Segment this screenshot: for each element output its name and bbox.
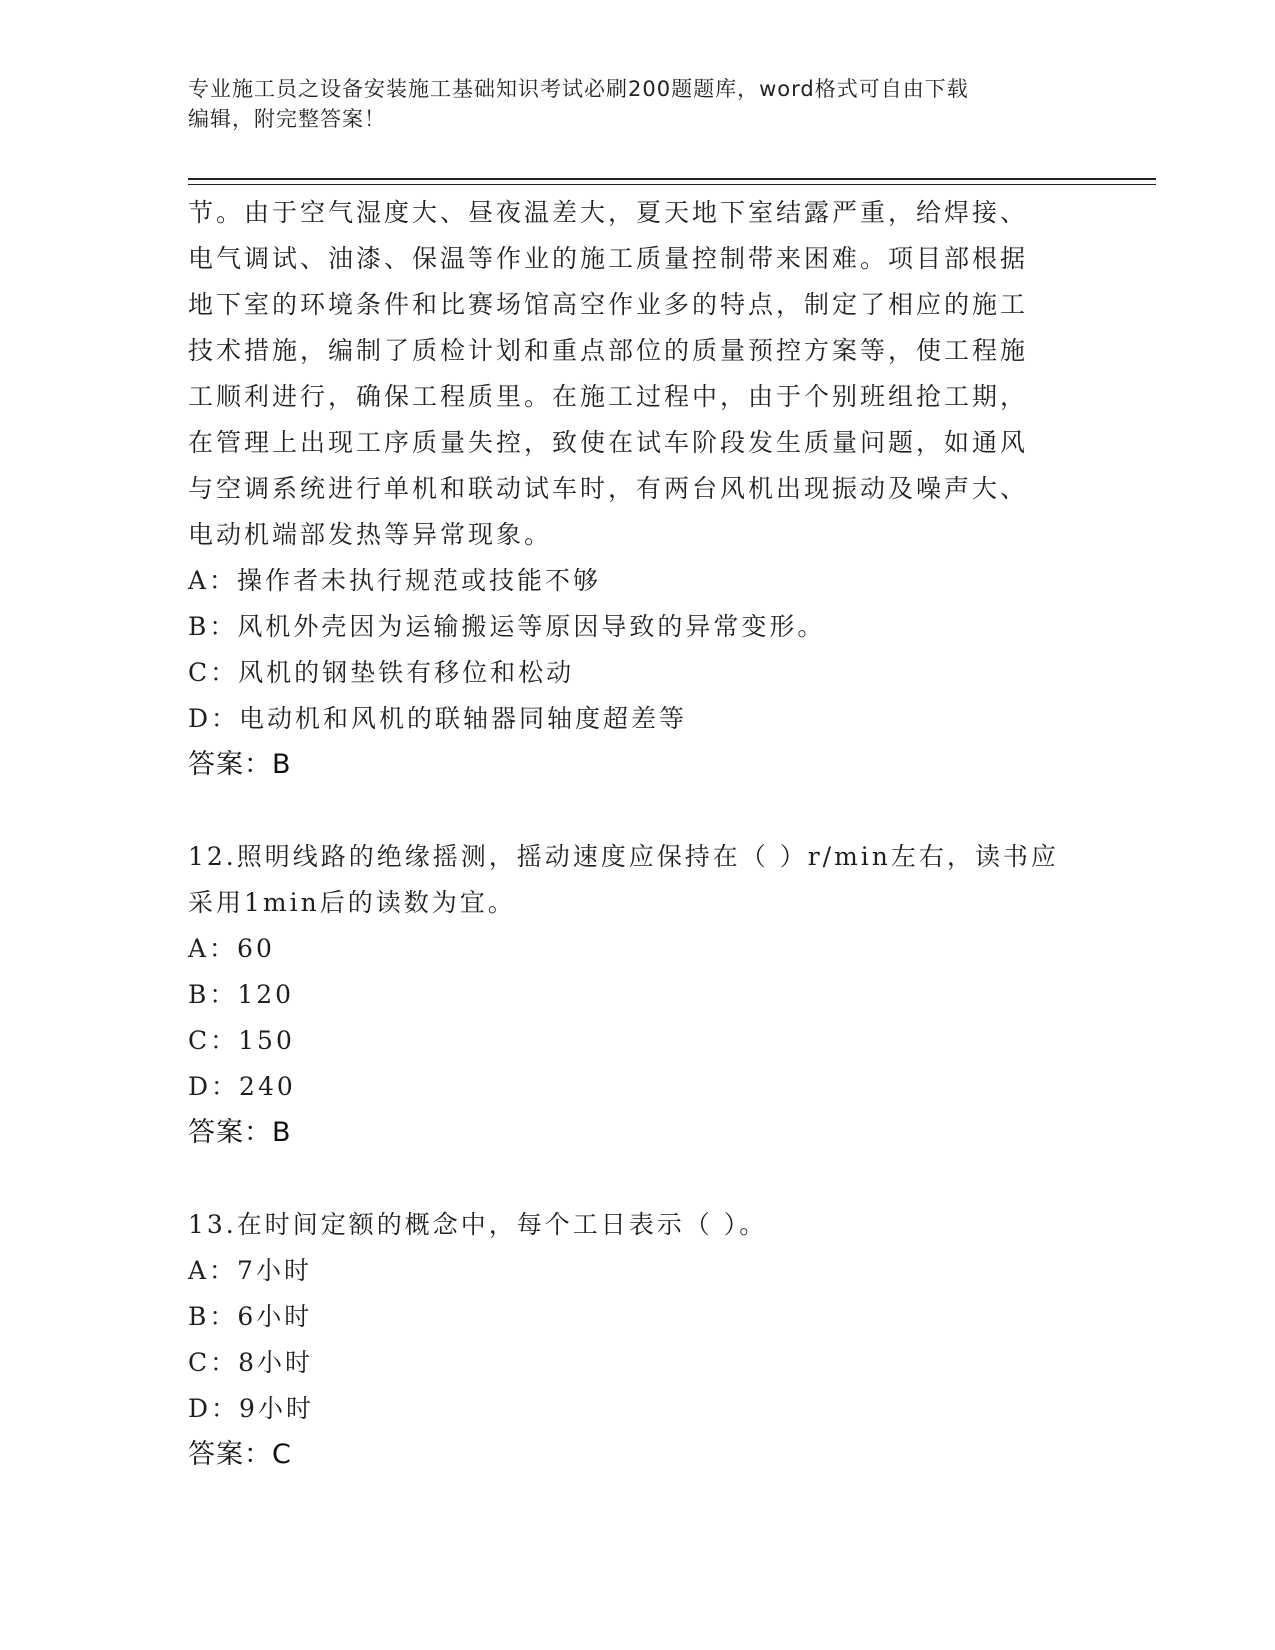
- question-stem: [188, 834, 1088, 926]
- header-rule-thin: [188, 184, 1156, 185]
- stem-line: 工顺利进行，确保工程质里。在施工过程中，由于个别班组抢工期，: [188, 382, 1029, 411]
- option-b: B：120: [188, 980, 295, 1009]
- stem-line: 13.在时间定额的概念中，每个工日表示（ ）。: [188, 1210, 768, 1239]
- spacer: [188, 788, 1088, 834]
- header-title-line-1: 专业施工员之设备安装施工基础知识考试必刷200题题库，word格式可自由下载: [188, 77, 969, 101]
- option-c: C：风机的钢垫铁有移位和松动: [188, 658, 575, 687]
- header-rule-thick: [188, 178, 1156, 180]
- spacer: [188, 1156, 1088, 1202]
- stem-line: 与空调系统进行单机和联动试车时，有两台风机出现振动及噪声大、: [188, 474, 1029, 503]
- answer-label: 答案：B: [188, 749, 292, 780]
- stem-line: 电动机端部发热等异常现象。: [188, 520, 553, 549]
- option-a: A：7小时: [188, 1256, 312, 1285]
- option-c: C：8小时: [188, 1348, 314, 1377]
- question-12: [188, 834, 1088, 1156]
- option-d: D：电动机和风机的联轴器同轴度超差等: [188, 704, 688, 733]
- option-d: D：240: [188, 1072, 296, 1101]
- stem-line: 节。由于空气湿度大、昼夜温差大，夏天地下室结露严重，给焊接、: [188, 198, 1029, 227]
- answer-label: 答案：C: [188, 1439, 292, 1470]
- stem-line: 12.照明线路的绝缘摇测，摇动速度应保持在（ ）r/min左右，读书应: [188, 842, 1059, 871]
- header-title-line-2: 编辑，附完整答案！: [188, 107, 386, 131]
- question-stem: [188, 190, 1088, 558]
- option-a: A：操作者未执行规范或技能不够: [188, 566, 602, 595]
- stem-line: 地下室的环境条件和比赛场馆高空作业多的特点，制定了相应的施工: [188, 290, 1029, 319]
- option-b: B：6小时: [188, 1302, 313, 1331]
- document-header: [188, 74, 1088, 134]
- option-c: C：150: [188, 1026, 295, 1055]
- question-13: [188, 1202, 1088, 1478]
- option-d: D：9小时: [188, 1394, 314, 1423]
- stem-line: 采用1min后的读数为宜。: [188, 888, 516, 917]
- question-stem: [188, 1202, 1088, 1248]
- option-a: A：60: [188, 934, 275, 963]
- answer-label: 答案：B: [188, 1117, 292, 1148]
- stem-line: 技术措施，编制了质检计划和重点部位的质量预控方案等，使工程施: [188, 336, 1029, 365]
- stem-line: 电气调试、油漆、保温等作业的施工质量控制带来困难。项目部根据: [188, 244, 1029, 273]
- document-body: [188, 190, 1088, 1478]
- question-11-continuation: [188, 190, 1088, 788]
- stem-line: 在管理上出现工序质量失控，致使在试车阶段发生质量问题，如通风: [188, 428, 1029, 457]
- option-b: B：风机外壳因为运输搬运等原因导致的异常变形。: [188, 612, 826, 641]
